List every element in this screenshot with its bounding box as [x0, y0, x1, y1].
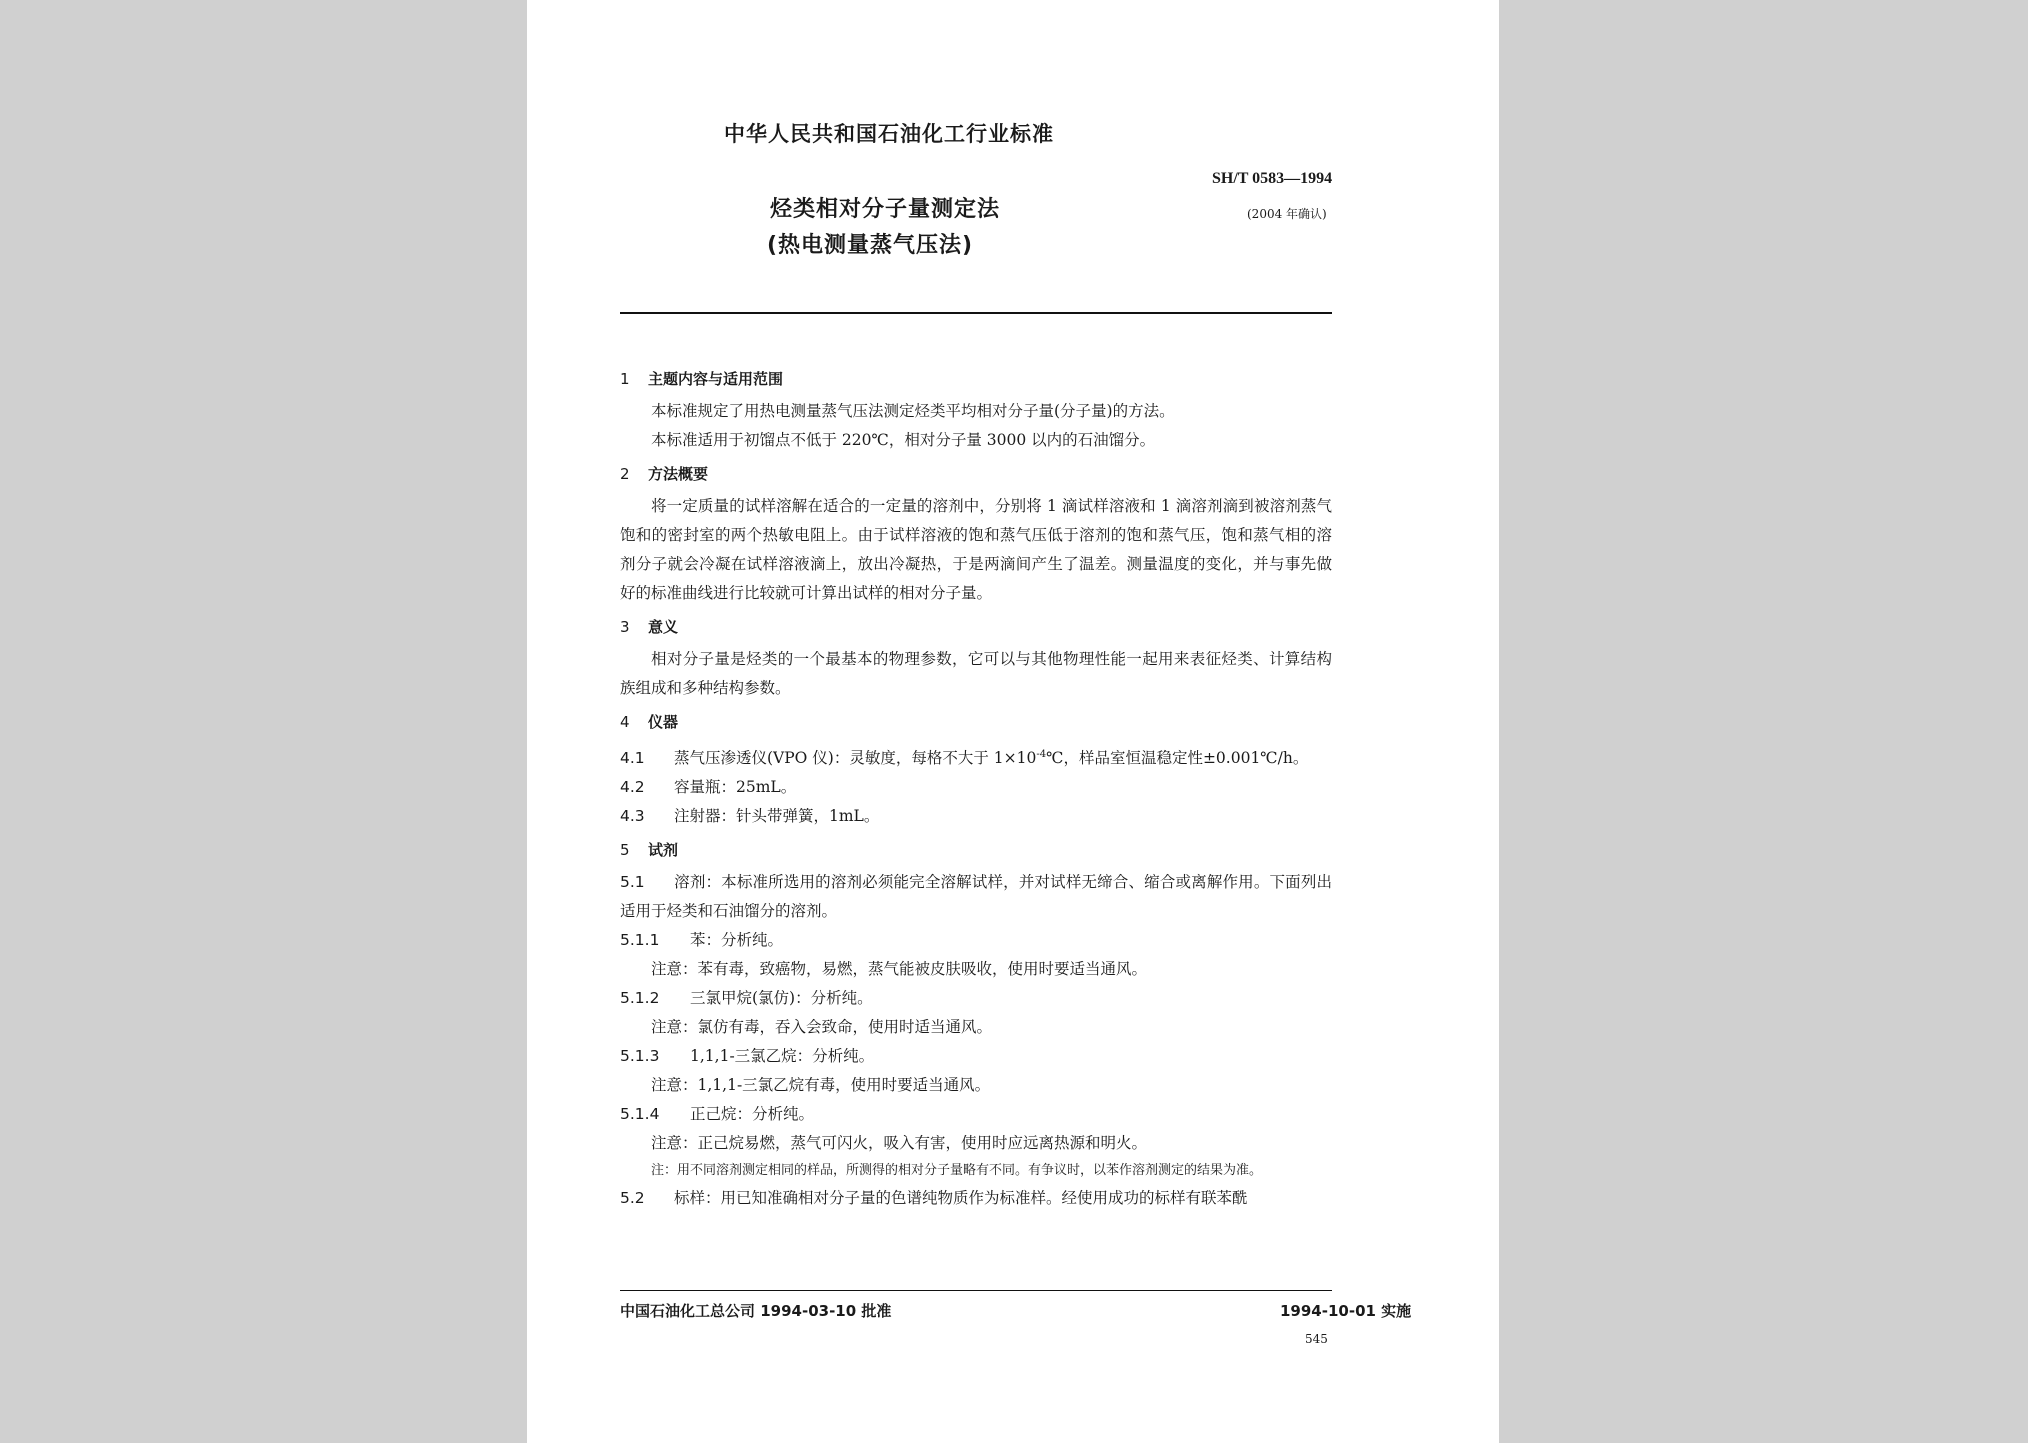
document-body [620, 360, 1332, 1213]
list-item: 5.2 标样：用已知准确相对分子量的色谱纯物质作为标准样。经使用成功的标样有联苯酰 [620, 1189, 1248, 1208]
page-number: 545 [1305, 1332, 1328, 1346]
paragraph: 本标准适用于初馏点不低于 220℃，相对分子量 3000 以内的石油馏分。 [651, 431, 1156, 449]
paragraph: 本标准规定了用热电测量蒸气压法测定烃类平均相对分子量(分子量)的方法。 [651, 402, 1175, 420]
standard-code: SH/T 0583—1994 [1212, 170, 1333, 187]
list-item: 5.1.3 1,1,1-三氯乙烷：分析纯。 [620, 1047, 875, 1066]
document-page [527, 0, 1499, 1443]
paragraph: 相对分子量是烃类的一个最基本的物理参数，它可以与其他物理性能一起用来表征烃类、计算结构族组成和多种结构参数。 [620, 650, 1332, 697]
effective-date: 1994-10-01 实施 [1280, 1302, 1412, 1320]
list-item: 5.1 溶剂：本标准所选用的溶剂必须能完全溶解试样，并对试样无缔合、缩合或离解作用。下面列出适用于烃类和石油馏分的溶剂。 [620, 873, 1332, 921]
note: 注意：正己烷易燃，蒸气可闪火，吸入有害，使用时应远离热源和明火。 [651, 1134, 1148, 1153]
footer-divider [620, 1290, 1332, 1291]
footnote: 注：用不同溶剂测定相同的样品，所测得的相对分子量略有不同。有争议时，以苯作溶剂测定的结果为准。 [651, 1163, 1263, 1179]
section-heading: 1 主题内容与适用范围 [620, 370, 784, 388]
section-heading: 2 方法概要 [620, 465, 709, 483]
list-item: 4.2 容量瓶：25mL。 [620, 778, 797, 797]
confirm-year: (2004 年确认) [1247, 207, 1327, 221]
approval-date: 中国石油化工总公司 1994-03-10 批准 [620, 1302, 892, 1320]
document-title: 烃类相对分子量测定法 [770, 197, 1001, 222]
list-item: 4.3 注射器：针头带弹簧，1mL。 [620, 807, 880, 826]
list-item: 5.1.2 三氯甲烷(氯仿)：分析纯。 [620, 989, 873, 1008]
note: 注意：苯有毒，致癌物，易燃，蒸气能被皮肤吸收，使用时要适当通风。 [651, 960, 1148, 979]
note: 注意：1,1,1-三氯乙烷有毒，使用时要适当通风。 [651, 1076, 991, 1095]
section-heading: 5 试剂 [620, 841, 679, 860]
list-item: 5.1.4 正己烷：分析纯。 [620, 1105, 815, 1124]
list-item: 5.1.1 苯：分析纯。 [620, 931, 784, 950]
document-subtitle: (热电测量蒸气压法) [767, 233, 974, 258]
list-item: 4.1 蒸气压渗透仪(VPO 仪)：灵敏度，每格不大于 $1\times 10^{-4}℃$，样品室恒温稳定性±0.001℃/h。 [620, 749, 1309, 768]
paragraph: 将一定质量的试样溶解在适合的一定量的溶剂中，分别将 1 滴试样溶液和 1 滴溶剂滴到被溶剂蒸气饱和的密封室的两个热敏电阻上。由于试样溶液的饱和蒸气压低于溶剂的饱和蒸气压，饱和蒸气相的溶剂分子就会冷凝在试样溶液滴上，放出冷凝热，于是两滴间产生了温差。测量温度的变化，并与事先做好的标准曲线进行比较就可计算出试样的相对分子量。 [620, 497, 1332, 602]
standard-body-title: 中华人民共和国石油化工行业标准 [724, 122, 1054, 146]
header-divider [620, 312, 1332, 314]
section-heading: 3 意义 [620, 618, 679, 636]
note: 注意：氯仿有毒，吞入会致命，使用时适当通风。 [651, 1018, 993, 1037]
section-heading: 4 仪器 [620, 713, 679, 731]
